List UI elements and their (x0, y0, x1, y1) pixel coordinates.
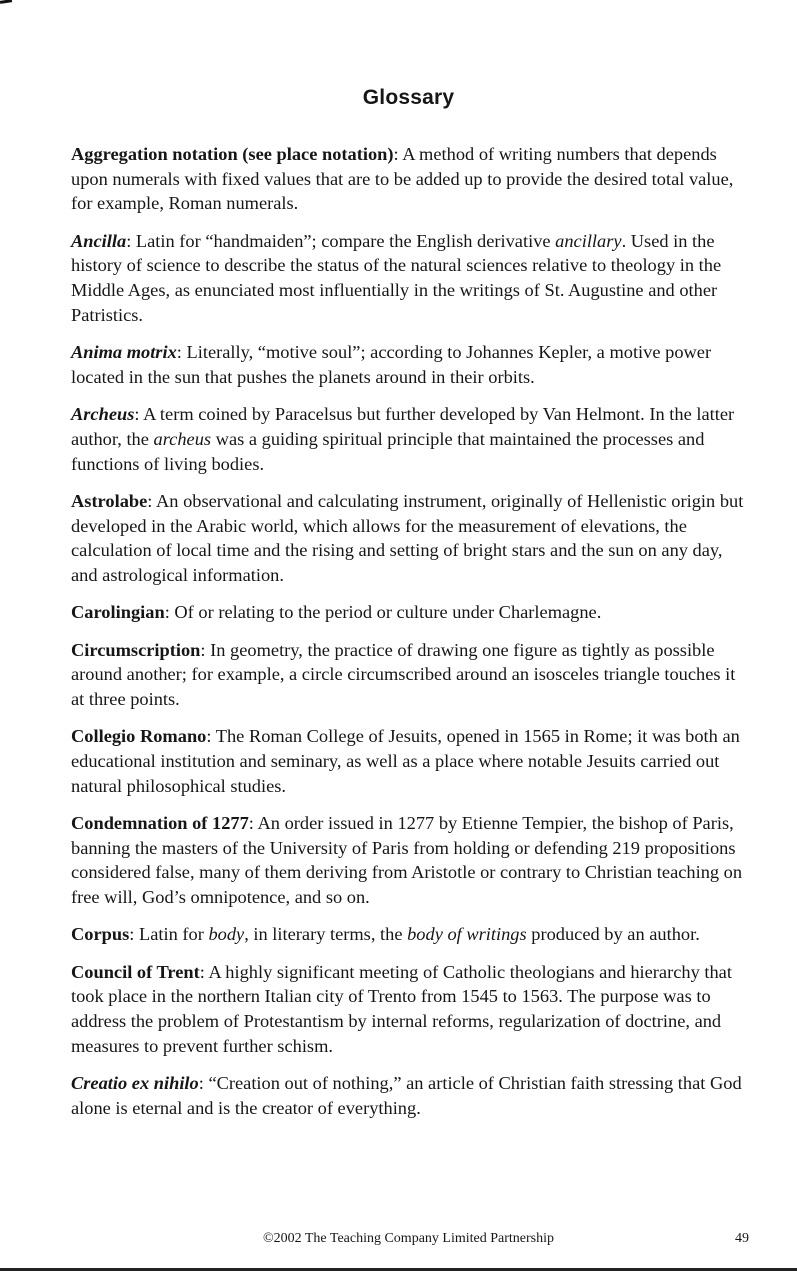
definition: : Of or relating to the period or culture under Charlemagne. (164, 602, 602, 623)
definition-emphasis: archeus (153, 428, 212, 449)
term: Ancilla (71, 230, 127, 251)
definition: : The Roman College of Jesuits, opened in 1565 in Rome; it was both an educational institution and seminary, as well as a place where notable Jesuits carried out natural philosophical studies. (71, 726, 740, 796)
bottom-edge-rule (0, 1268, 797, 1271)
term: Archeus (71, 404, 135, 425)
definition-emphasis: body (208, 924, 245, 945)
glossary-entry-corpus (71, 922, 747, 947)
glossary-entry-collegio-romano (71, 724, 747, 798)
definition: : An order issued in 1277 by Etienne Tempier, the bishop of Paris, banning the masters of the University of Paris from holding or defending 219 propositions considered false, many of them deriving from Aristotle or contrary to Christian teaching on free will, God’s omnipotence, and so on. (71, 812, 743, 908)
term: Corpus (71, 924, 130, 945)
definition: : A term coined by Paracelsus but further developed by Van Helmont. In the latter author, the (71, 404, 735, 449)
term: Collegio Romano (71, 726, 207, 747)
glossary-entry-creatio-ex-nihilo (71, 1071, 747, 1120)
definition: . Used in the history of science to describe the status of the natural sciences relative to theology in the Middle Ages, as enunciated most influentially in the writings of St. Augustine and other Patristics. (71, 230, 722, 325)
definition-emphasis: ancillary (555, 230, 622, 251)
term: Circumscription (71, 639, 201, 660)
glossary-entry-circumscription (71, 638, 747, 712)
glossary-entry-astrolabe (71, 489, 747, 588)
term: Condemnation of 1277 (71, 812, 249, 833)
term: Council of Trent (71, 961, 200, 982)
glossary-list (71, 142, 747, 1133)
term: Carolingian (71, 602, 165, 623)
glossary-entry-anima-motrix (71, 340, 747, 389)
definition: : “Creation out of nothing,” an article of Christian faith stressing that God alone is eternal and is the creator of everything. (71, 1073, 742, 1118)
definition: : A highly significant meeting of Catholic theologians and hierarchy that took place in the northern Italian city of Trento from 1545 to 1563. The purpose was to address the problem of Protestantism by internal reforms, regularization of doctrine, and measures to prevent further schism. (71, 961, 732, 1056)
glossary-entry-archeus (71, 402, 747, 476)
definition: : In geometry, the practice of drawing one figure as tightly as possible around another; for example, a circle circumscribed around an isosceles triangle touches it at three points. (71, 639, 736, 709)
definition: : Literally, “motive soul”; according to Johannes Kepler, a motive power located in the sun that pushes the planets around in their orbits. (71, 342, 712, 387)
scan-corner-mark (0, 0, 12, 4)
glossary-entry-ancilla (71, 229, 747, 328)
glossary-entry-carolingian (71, 600, 747, 625)
definition: : A method of writing numbers that depends upon numerals with fixed values that are to be added up to provide the desired total value, for example, Roman numerals. (71, 144, 734, 214)
term: Anima motrix (71, 342, 177, 363)
glossary-entry-council-of-trent (71, 960, 747, 1059)
definition: : Latin for (129, 924, 209, 945)
term: Aggregation notation (see place notation) (71, 144, 394, 164)
definition: , in literary terms, the (244, 924, 408, 945)
definition-emphasis: body of writings (407, 924, 527, 945)
footer-copyright: ©2002 The Teaching Company Limited Partnership (262, 1231, 555, 1246)
term: Creatio ex nihilo (71, 1073, 199, 1094)
definition: was a guiding spiritual principle that maintained the processes and functions of living bodies. (71, 428, 705, 474)
glossary-entry-aggregation-notation (71, 142, 747, 216)
page-number: 49 (735, 1231, 749, 1246)
term: Astrolabe (71, 490, 148, 511)
definition: : An observational and calculating instrument, originally of Hellenistic origin but developed in the Arabic world, which allows for the measurement of elevations, the calculation of local time and the rising and setting of bright stars and the sun on any day, and astrological information. (71, 490, 744, 585)
page-title: Glossary (362, 86, 455, 109)
definition: : Latin for “handmaiden”; compare the English derivative (126, 230, 556, 251)
definition: produced by an author. (526, 924, 700, 945)
glossary-entry-condemnation-of-1277 (71, 811, 747, 910)
